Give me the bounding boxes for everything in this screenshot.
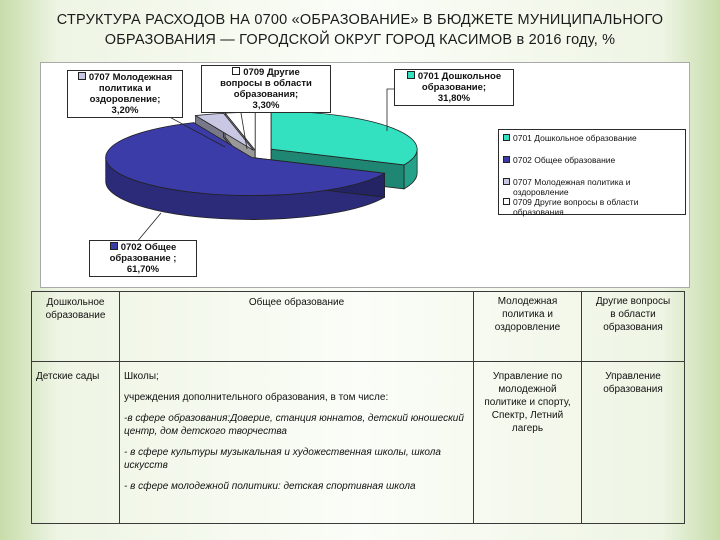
legend-swatch: [503, 134, 510, 141]
slice-label-0709: [201, 65, 331, 113]
legend-text: оздоровление: [513, 186, 569, 197]
cell-text: -в сфере образования:Доверие, станция юннатов, детский юношеский центр, дом детского творчества: [124, 413, 464, 437]
header-text: Молодежная: [497, 296, 558, 307]
slice-label-line: 61,70%: [126, 264, 160, 275]
header-other: [582, 292, 685, 362]
legend-text: 0707 Молодежная политика и: [513, 177, 631, 187]
slice-label-swatch: [232, 67, 240, 75]
cell-text: Управление по: [492, 371, 563, 382]
cell-text: Детские сады: [36, 371, 100, 382]
slice-label-line: 31,80%: [437, 93, 471, 104]
cell-text: Управление: [605, 371, 661, 382]
header-general: [120, 292, 474, 362]
table-header-row: [32, 292, 685, 362]
slice-label-0701: [394, 69, 514, 106]
header-text: политика и: [502, 309, 553, 320]
slice-label-line: политика и: [98, 83, 152, 94]
table-row: [32, 362, 685, 524]
legend-text: 0701 Дошкольное образование: [513, 133, 637, 143]
cell-text: лагерь: [511, 423, 544, 434]
slice-label-line: образования;: [233, 89, 299, 100]
header-text: в области: [610, 309, 656, 320]
label-leader-line: [136, 213, 161, 243]
title-line-1: СТРУКТУРА РАСХОДОВ НА 0700 «ОБРАЗОВАНИЕ» В БЮДЖЕТЕ МУНИЦИПАЛЬНОГО: [56, 12, 664, 28]
slice-label-0707: [67, 70, 183, 118]
chart-legend: [498, 129, 686, 215]
header-text: Дошкольное: [46, 297, 105, 308]
header-text: Общее образование: [248, 297, 345, 308]
slice-label-line: образование;: [421, 82, 487, 93]
slice-label-0702: [89, 240, 197, 277]
slice-label-line: вопросы в области: [220, 78, 312, 89]
legend-swatch: [503, 198, 510, 205]
header-text: оздоровление: [494, 322, 561, 333]
cell-text: - в сфере молодежной политики: детская спортивная школа: [124, 481, 416, 492]
header-text: образование: [45, 310, 106, 321]
legend-item-0701: [503, 134, 683, 144]
cell-text: молодежной: [498, 384, 557, 395]
cell-text: Школы;: [124, 371, 159, 382]
expense-structure-table: [31, 291, 685, 524]
cell-text: учреждения дополнительного образования, в том числе:: [124, 392, 389, 403]
legend-item-0707: [503, 178, 683, 197]
header-text: образования: [603, 322, 663, 333]
header-preschool: [32, 292, 120, 362]
slice-label-line: 0709 Другие: [243, 67, 300, 78]
slice-label-line: 0702 Общее: [120, 242, 177, 253]
slice-label-swatch: [407, 71, 415, 79]
slice-label-line: 3,20%: [111, 105, 139, 116]
legend-text: 0709 Другие вопросы в области: [513, 197, 639, 207]
legend-item-0702: [503, 156, 683, 166]
pie-chart-panel: [40, 62, 690, 288]
slice-label-swatch: [78, 72, 86, 80]
cell-text: Спектр, Летний: [491, 410, 564, 421]
cell-text: образования: [603, 384, 663, 395]
slice-label-line: оздоровление;: [89, 94, 161, 105]
cell-text: политике и спорту,: [484, 397, 571, 408]
header-text: Другие вопросы: [595, 296, 671, 307]
cell-preschool: [32, 362, 120, 524]
title-line-2: ОБРАЗОВАНИЯ — ГОРОДСКОЙ ОКРУГ ГОРОД КАСИМОВ в 2016 году, %: [104, 32, 616, 48]
legend-text: образования: [513, 206, 564, 217]
legend-text: 0702 Общее образование: [513, 155, 616, 165]
cell-other: [582, 362, 685, 524]
legend-swatch: [503, 178, 510, 185]
legend-item-0709: [503, 198, 683, 217]
slice-label-line: 0707 Молодежная: [88, 72, 173, 83]
header-youth: [474, 292, 582, 362]
slice-label-line: образование ;: [109, 253, 177, 264]
cell-general: [120, 362, 474, 524]
slice-label-line: 0701 Дошкольное: [417, 71, 502, 82]
cell-text: - в сфере культуры музыкальная и художественная школы, школа искусств: [124, 447, 441, 471]
slice-label-line: 3,30%: [252, 100, 280, 111]
slice-label-swatch: [110, 242, 118, 250]
cell-youth: [474, 362, 582, 524]
legend-swatch: [503, 156, 510, 163]
page-title: [0, 10, 720, 50]
